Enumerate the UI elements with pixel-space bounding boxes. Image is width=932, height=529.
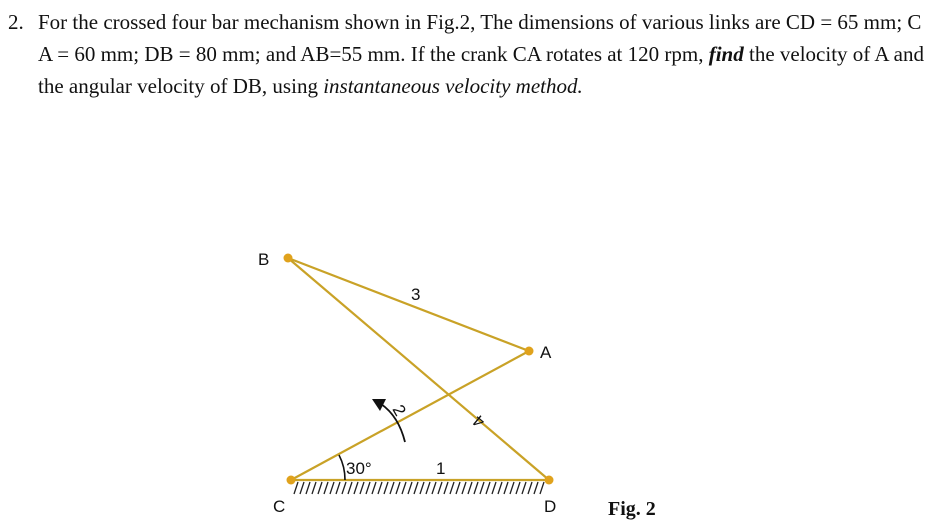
hatch-tick xyxy=(360,482,364,494)
hatch-tick xyxy=(306,482,310,494)
hatch-tick xyxy=(318,482,322,494)
hatch-tick xyxy=(528,482,532,494)
problem-text-find: find xyxy=(708,42,744,66)
ground-hatching xyxy=(292,480,548,494)
hatch-tick xyxy=(474,482,478,494)
problem-text-method: instantaneous velocity method. xyxy=(323,74,583,98)
hatch-tick xyxy=(468,482,472,494)
hatch-tick xyxy=(300,482,304,494)
hatch-tick xyxy=(534,482,538,494)
hatch-tick xyxy=(486,482,490,494)
joint-b xyxy=(284,254,293,263)
hatch-tick xyxy=(462,482,466,494)
problem-text-main: For the crossed four bar mechanism shown in Fig.2, The dimensions of various links are CD = 65 mm; C A = 60 mm; DB = 80 mm; and AB=55 mm. If the crank CA rotates at 120 rpm, xyxy=(38,10,922,66)
link-crank-ca xyxy=(291,351,529,480)
label-link-1: 1 xyxy=(436,459,446,478)
label-d: D xyxy=(544,497,557,516)
hatch-tick xyxy=(444,482,448,494)
joint-d xyxy=(545,476,554,485)
hatch-tick xyxy=(336,482,340,494)
hatch-tick xyxy=(438,482,442,494)
hatch-tick xyxy=(384,482,388,494)
label-b: B xyxy=(258,250,270,269)
hatch-tick xyxy=(390,482,394,494)
hatch-tick xyxy=(342,482,346,494)
angle-arc xyxy=(339,455,345,480)
hatch-tick xyxy=(414,482,418,494)
hatch-tick xyxy=(402,482,406,494)
hatch-tick xyxy=(408,482,412,494)
hatch-tick xyxy=(348,482,352,494)
hatch-tick xyxy=(432,482,436,494)
hatch-tick xyxy=(540,482,544,494)
hatch-tick xyxy=(426,482,430,494)
hatch-tick xyxy=(354,482,358,494)
label-link-4: 4 xyxy=(469,410,489,432)
hatch-tick xyxy=(498,482,502,494)
hatch-tick xyxy=(516,482,520,494)
hatch-tick xyxy=(372,482,376,494)
label-c: C xyxy=(273,497,286,516)
hatch-tick xyxy=(480,482,484,494)
link-coupler-ab xyxy=(288,258,529,351)
joint-c xyxy=(287,476,296,485)
figure-caption: Fig. 2 xyxy=(608,498,656,520)
joint-a xyxy=(525,347,534,356)
hatch-tick xyxy=(420,482,424,494)
hatch-tick xyxy=(522,482,526,494)
hatch-tick xyxy=(510,482,514,494)
label-angle: 30° xyxy=(346,459,372,478)
label-a: A xyxy=(540,343,552,362)
problem-number: 2. xyxy=(8,10,24,34)
hatch-tick xyxy=(330,482,334,494)
hatch-tick xyxy=(366,482,370,494)
hatch-tick xyxy=(294,482,298,494)
hatch-tick xyxy=(504,482,508,494)
hatch-tick xyxy=(492,482,496,494)
hatch-tick xyxy=(456,482,460,494)
label-link-3: 3 xyxy=(411,285,421,304)
hatch-tick xyxy=(450,482,454,494)
hatch-tick xyxy=(312,482,316,494)
label-link-2: 2 xyxy=(388,401,410,420)
hatch-tick xyxy=(378,482,382,494)
hatch-tick xyxy=(324,482,328,494)
problem-text-rest: the velocity of A and the angular velocity of DB, using xyxy=(38,42,924,98)
hatch-tick xyxy=(396,482,400,494)
